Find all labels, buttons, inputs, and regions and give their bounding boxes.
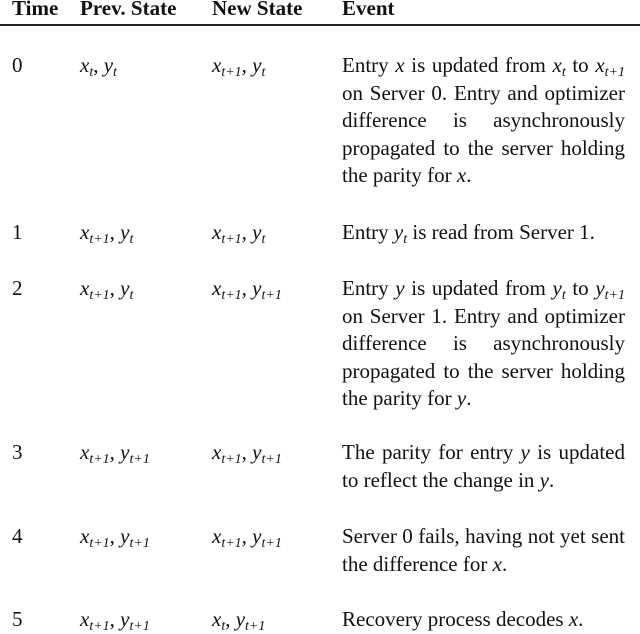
math-subscript: t+1 <box>129 619 150 634</box>
math-subscript: t <box>129 288 134 303</box>
math-symbol <box>252 53 266 80</box>
event-text: to <box>565 53 596 77</box>
math-var: x <box>80 524 90 548</box>
math-symbol <box>393 220 408 247</box>
event-text: . <box>578 607 584 631</box>
new-state-cell: $x_{t+1}$, $y_{t+1}$ <box>212 276 282 303</box>
math-var: x <box>80 440 90 464</box>
math-var: x <box>456 163 467 187</box>
math-var: y <box>252 53 262 77</box>
prev-state-cell: $x_{t+1}$, $y_{t+1}$ <box>80 524 150 551</box>
math-symbol <box>493 552 502 576</box>
math-symbol <box>595 53 625 80</box>
math-symbol <box>212 607 226 634</box>
prev-state-cell: $x_{t+1}$, $y_{t+1}$ <box>80 440 150 467</box>
event-text: Entry <box>342 220 394 244</box>
event-text: . <box>466 386 472 410</box>
prev-state-cell: $x_{t+1}$, $y_t$ <box>80 220 134 247</box>
math-var: x <box>212 53 222 77</box>
math-symbol <box>252 440 282 467</box>
event-cell <box>342 606 625 634</box>
math-symbol <box>212 524 242 551</box>
header-time: Time <box>12 0 59 20</box>
event-text: . <box>548 467 555 492</box>
math-symbol <box>212 440 242 467</box>
math-var: x <box>80 53 90 77</box>
math-subscript: t <box>561 65 566 80</box>
math-subscript: t <box>261 232 266 247</box>
math-var: y <box>120 276 130 300</box>
math-var: y <box>235 607 246 631</box>
time-cell: 3 <box>12 440 23 464</box>
event-text: is updated to reflect the change in <box>342 440 625 492</box>
math-subscript: t+1 <box>221 452 242 467</box>
new-state-cell: $x_{t+1}$, $y_t$ <box>212 220 266 247</box>
math-var: y <box>539 467 549 492</box>
math-symbol <box>103 53 117 80</box>
math-subscript: t+1 <box>221 536 242 551</box>
math-var: y <box>252 276 262 300</box>
math-var: x <box>80 607 90 631</box>
new-state-cell: $x_{t+1}$, $y_{t+1}$ <box>212 524 282 551</box>
math-symbol <box>80 440 110 467</box>
math-subscript: t <box>89 65 94 80</box>
prev-state-cell: $x_{t+1}$, $y_t$ <box>80 276 134 303</box>
math-var: y <box>393 220 404 244</box>
time-cell: 2 <box>12 276 23 300</box>
math-subscript: t <box>113 65 117 80</box>
math-subscript: t+1 <box>261 452 282 467</box>
new-state-cell: $x_{t+1}$, $y_{t+1}$ <box>212 440 282 467</box>
event-text: . <box>501 551 508 576</box>
math-subscript: t+1 <box>604 65 625 80</box>
math-subscript: t+1 <box>221 232 242 247</box>
math-subscript: t+1 <box>89 452 110 467</box>
header-new-state: New State <box>212 0 303 20</box>
time-cell: 0 <box>12 53 23 77</box>
math-var: y <box>252 524 262 548</box>
math-symbol <box>120 524 150 551</box>
math-var: y <box>120 220 130 244</box>
math-subscript: t+1 <box>221 65 242 80</box>
math-var: y <box>552 276 562 300</box>
math-subscript: t <box>403 232 408 247</box>
math-symbol <box>80 53 94 80</box>
event-text: Entry <box>342 276 396 300</box>
math-symbol <box>595 276 625 303</box>
math-symbol <box>552 276 566 303</box>
math-subscript: t+1 <box>261 288 282 303</box>
math-subscript: t <box>129 232 134 247</box>
time-cell: 5 <box>12 607 23 631</box>
math-subscript: t+1 <box>89 619 110 634</box>
event-text: Server 0 fails, having not yet sent the difference for <box>342 524 625 576</box>
event-cell <box>342 523 625 578</box>
math-var: x <box>552 53 562 77</box>
math-var: y <box>120 440 130 464</box>
event-text: . <box>466 163 472 187</box>
math-var: x <box>212 440 222 464</box>
math-var: y <box>395 276 405 300</box>
math-subscript: t+1 <box>245 619 266 634</box>
time-cell: 1 <box>12 220 23 244</box>
math-var: x <box>80 220 90 244</box>
math-var: y <box>456 386 467 410</box>
math-subscript: t+1 <box>89 536 110 551</box>
math-subscript: t <box>261 65 266 80</box>
math-symbol <box>120 440 150 467</box>
math-symbol <box>120 607 150 634</box>
math-symbol <box>252 220 266 247</box>
math-var: x <box>492 551 502 576</box>
math-symbol <box>120 276 134 303</box>
math-subscript: t <box>221 619 226 634</box>
math-subscript: t <box>561 288 566 303</box>
math-var: y <box>120 607 130 631</box>
math-subscript: t+1 <box>221 288 242 303</box>
header-event: Event <box>342 0 395 20</box>
event-cell <box>342 52 625 190</box>
header-rule <box>0 24 640 26</box>
math-symbol <box>80 524 110 551</box>
math-symbol <box>569 607 578 631</box>
new-state-cell: $x_{t+1}$, $y_t$ <box>212 53 266 80</box>
math-symbol <box>457 386 466 410</box>
math-subscript: t+1 <box>604 288 625 303</box>
math-var: x <box>395 53 405 77</box>
event-cell <box>342 219 625 247</box>
prev-state-cell: $x_t$, $y_t$ <box>80 53 117 80</box>
event-text: is updated from <box>404 53 553 77</box>
math-subscript: t+1 <box>261 536 282 551</box>
math-var: x <box>568 607 579 631</box>
math-var: y <box>103 53 114 77</box>
math-var: y <box>252 220 262 244</box>
math-symbol <box>252 524 282 551</box>
prev-state-cell: $x_{t+1}$, $y_{t+1}$ <box>80 607 150 634</box>
math-var: y <box>252 440 262 464</box>
math-symbol <box>395 276 404 300</box>
math-symbol <box>395 53 404 77</box>
event-text: is updated from <box>404 276 553 300</box>
event-text: Recovery process decodes <box>342 607 569 631</box>
event-text: Entry <box>342 53 396 77</box>
math-symbol <box>80 607 110 634</box>
math-symbol <box>120 220 134 247</box>
math-symbol <box>540 468 549 492</box>
header-prev-state: Prev. State <box>80 0 177 20</box>
math-subscript: t+1 <box>89 232 110 247</box>
math-symbol <box>552 53 566 80</box>
math-var: x <box>595 53 605 77</box>
math-var: y <box>520 440 530 464</box>
event-cell <box>342 275 625 413</box>
math-var: x <box>212 524 222 548</box>
math-subscript: t+1 <box>129 452 150 467</box>
math-symbol <box>252 276 282 303</box>
math-var: y <box>595 276 605 300</box>
math-var: x <box>80 276 90 300</box>
event-cell <box>342 439 625 494</box>
math-subscript: t+1 <box>129 536 150 551</box>
event-text: on Server 0. Entry and optimizer difference is asynchronously propagated to the server holding the parity for <box>342 80 625 187</box>
math-symbol <box>521 440 530 464</box>
event-text: on Server 1. Entry and optimizer difference is asynchronously propagated to the server holding the parity for <box>342 303 625 410</box>
math-symbol <box>457 163 466 187</box>
math-symbol <box>212 276 242 303</box>
time-cell: 4 <box>12 524 23 548</box>
event-text: to <box>565 276 596 300</box>
event-text: is read from Server 1. <box>407 220 595 244</box>
event-text: The parity for entry <box>342 440 521 464</box>
math-var: x <box>212 276 222 300</box>
math-var: x <box>212 220 222 244</box>
new-state-cell: $x_t$, $y_{t+1}$ <box>212 607 266 634</box>
math-var: x <box>212 607 222 631</box>
math-subscript: t+1 <box>89 288 110 303</box>
math-var: y <box>120 524 130 548</box>
